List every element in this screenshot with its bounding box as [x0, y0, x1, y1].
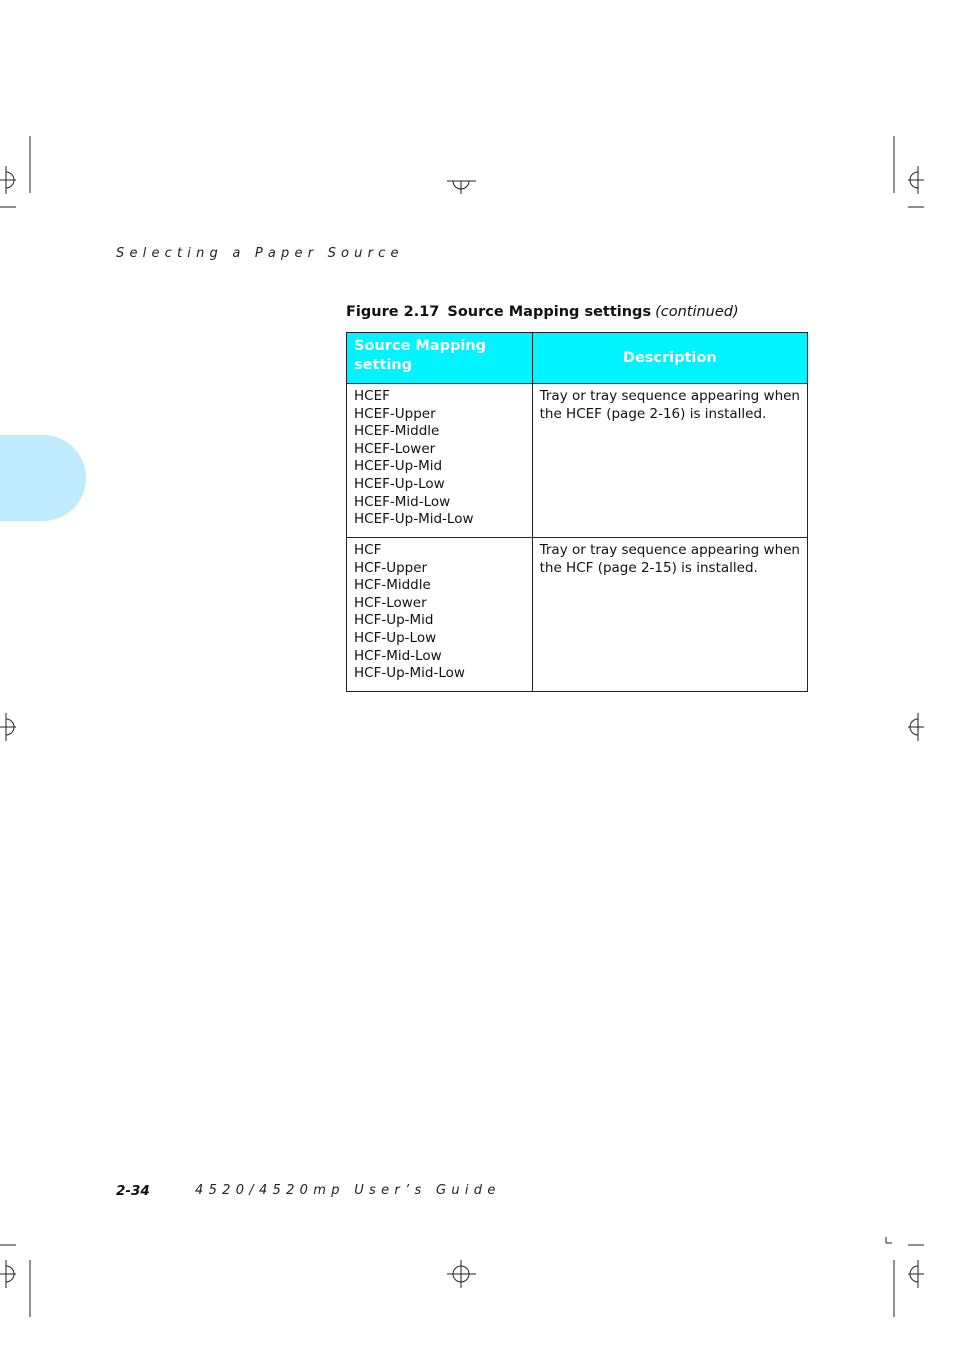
setting-item: HCF-Lower [354, 594, 427, 611]
running-header: Selecting a Paper Source [116, 246, 404, 261]
figure-title: Source Mapping settings [447, 304, 652, 320]
setting-item: HCEF-Middle [354, 423, 440, 440]
figure-caption [346, 304, 739, 320]
settings-cell [347, 384, 533, 538]
description-line: Tray or tray sequence appearing when [539, 542, 800, 558]
description-line: the HCEF (page 2-16) is installed. [539, 405, 767, 422]
table-header-row [347, 333, 808, 384]
table-row [347, 538, 808, 692]
setting-item: HCF-Up-Mid [354, 612, 434, 629]
setting-item: HCF-Upper [354, 559, 428, 576]
setting-item: HCEF-Up-Mid-Low [354, 511, 474, 528]
setting-item: HCEF-Upper [354, 405, 436, 422]
description-cell [532, 384, 807, 538]
source-mapping-table [346, 332, 808, 692]
setting-item: HCF-Middle [354, 577, 431, 594]
guide-title: 4520/4520mp User’s Guide [195, 1183, 501, 1198]
column-header-description: Description [532, 333, 807, 384]
page-number: 2-34 [116, 1183, 150, 1199]
setting-item: HCEF-Mid-Low [354, 493, 451, 510]
setting-item: HCEF-Up-Low [354, 475, 445, 492]
setting-item: HCEF-Lower [354, 440, 436, 457]
column-header-setting: Source Mapping setting [347, 333, 533, 384]
table-row [347, 384, 808, 538]
figure-qualifier: (continued) [655, 304, 739, 320]
settings-cell [347, 538, 533, 692]
setting-item: HCEF [354, 388, 390, 404]
chapter-tab-marker [0, 435, 86, 521]
setting-item: HCF-Up-Low [354, 629, 437, 646]
description-cell [532, 538, 807, 692]
setting-item: HCEF-Up-Mid [354, 458, 443, 475]
description-line: the HCF (page 2-15) is installed. [539, 559, 758, 576]
setting-item: HCF-Up-Mid-Low [354, 665, 465, 682]
description-line: Tray or tray sequence appearing when [539, 388, 800, 404]
setting-item: HCF [354, 542, 382, 558]
figure-number: Figure 2.17 [346, 304, 440, 320]
setting-item: HCF-Mid-Low [354, 647, 442, 664]
